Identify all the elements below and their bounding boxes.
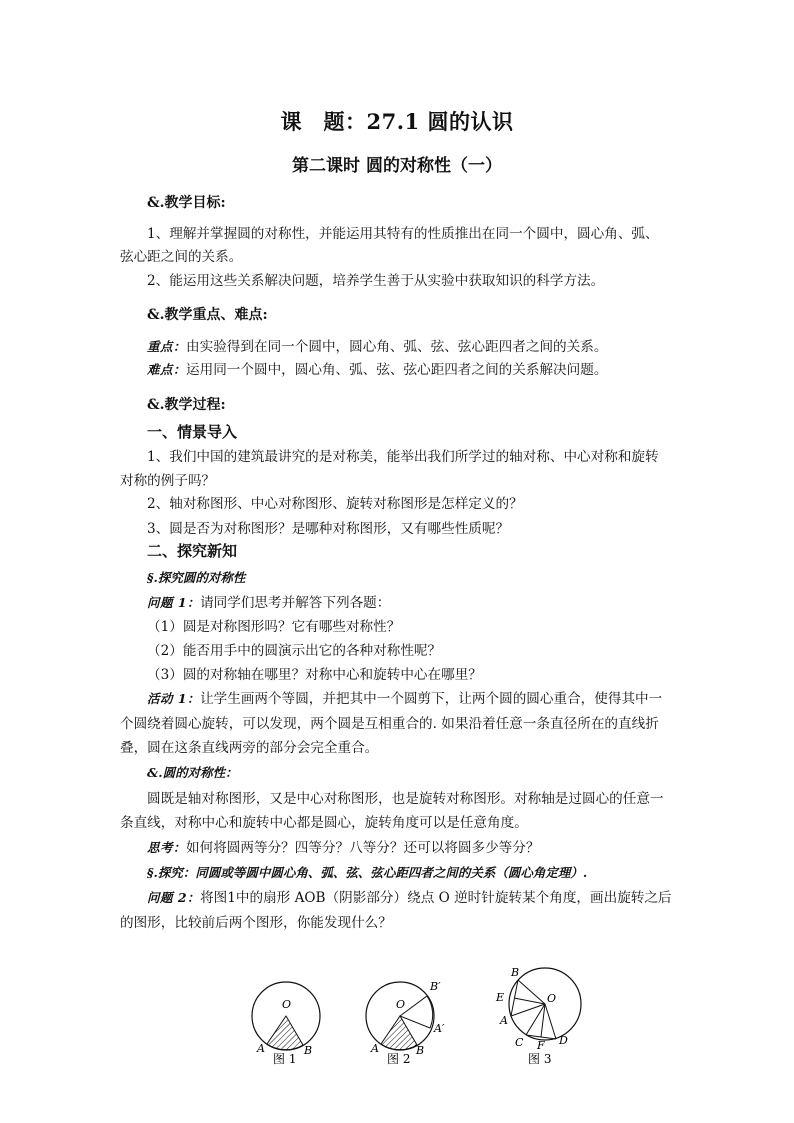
think-label: 思考： — [147, 840, 187, 855]
page-title: 课 题：27.1 圆的认识 — [280, 109, 514, 134]
figure-2-label-b: B — [416, 1044, 425, 1057]
goal-item-1: 1、理解并掌握圆的对称性，并能运用其特有的性质推出在同一个圆中，圆心角、弧、 — [147, 226, 659, 242]
explore-heading: §.探究圆的对称性 — [147, 570, 246, 585]
figure-3-label-d: D — [559, 1034, 568, 1047]
figure-1-label-a: A — [257, 1042, 265, 1055]
explore-2-heading: §.探究：同圆或等圆中圆心角、弧、弦、弦心距四者之间的关系（圆心角定理）. — [147, 865, 588, 880]
figure-2-label-a-prime: A′ — [434, 1022, 445, 1035]
figure-1-label-o: O — [282, 998, 292, 1011]
page-subtitle: 第二课时 圆的对称性（一） — [292, 156, 502, 176]
figure-3-radius-ob — [518, 980, 545, 1004]
question-1-cont: 对称的例子吗？ — [120, 473, 216, 489]
process-heading: &.教学过程: — [147, 397, 226, 413]
figure-3-label-f: F — [537, 1039, 545, 1052]
key-label: 重点： — [147, 339, 187, 354]
figure-3-radius-oa — [511, 1004, 545, 1016]
activity-1-text: 让学生画两个等圆，并把其中一个圆剪下，让两个圆的圆心重合，使得其中一 — [200, 691, 663, 707]
figure-3-label-c: C — [515, 1036, 524, 1049]
figure-3-label-b: B — [511, 966, 520, 979]
figure-1-caption: 图 1 — [273, 1052, 297, 1066]
goal-item-2: 2、能运用这些关系解决问题，培养学生善于从实验中获取知识的科学方法。 — [147, 273, 605, 289]
figure-3-segment-oe — [514, 998, 545, 1004]
symmetry-text: 圆既是轴对称图形，又是中心对称图形，也是旋转对称图形。对称轴是过圆心的任意一 — [147, 791, 664, 807]
problem-1 — [147, 593, 680, 613]
question-2: 2、轴对称图形、中心对称图形、旋转对称图形是怎样定义的？ — [147, 496, 523, 512]
section-heading-2: 二、探究新知 — [147, 542, 238, 560]
problem-1-c: （3）圆的对称轴在哪里？对称中心和旋转中心在哪里？ — [147, 667, 482, 683]
figure-3-label-e: E — [496, 991, 505, 1004]
figure-3-radius-od — [545, 1004, 556, 1039]
figure-3-label-o: O — [547, 992, 557, 1005]
activity-1-cont-1: 个圆绕着圆心旋转，可以发现，两个圆是互相重合的. 如果沿着任意一条直径所在的直线折 — [120, 716, 659, 732]
problem-1-text: 请同学们思考并解答下列各题： — [200, 595, 391, 611]
problem-2-text: 将图1中的扇形 AOB（阴影部分）绕点 O 逆时针旋转某个角度，画出旋转之后 — [200, 890, 672, 906]
question-3: 3、圆是否为对称图形？是哪种对称图形，又有哪些性质呢？ — [147, 521, 510, 537]
difficult-point — [147, 360, 680, 380]
figure-1-sector — [267, 1016, 303, 1050]
figure-2-caption: 图 2 — [387, 1052, 411, 1066]
figure-1-label-b: B — [304, 1044, 313, 1057]
figure-3 — [495, 966, 581, 1066]
figure-3-caption: 图 3 — [528, 1052, 552, 1066]
think-question — [147, 838, 680, 858]
problem-1-a: （1）圆是对称图形吗？它有哪些对称性？ — [147, 619, 401, 635]
activity-1 — [147, 689, 680, 709]
figure-1 — [252, 982, 320, 1066]
keypoints-heading: &.教学重点、难点: — [147, 307, 268, 323]
activity-1-label: 活动 1： — [147, 691, 201, 706]
question-1: 1、我们中国的建筑最讲究的是对称美，能举出我们所学过的轴对称、中心对称和旋转 — [147, 449, 659, 465]
problem-2 — [147, 888, 680, 908]
problem-2-cont: 的图形，比较前后两个图形，你能发现什么？ — [120, 915, 392, 931]
figure-2-label-a: A — [371, 1042, 379, 1055]
problem-2-label: 问题 2： — [147, 890, 201, 905]
activity-1-cont-2: 叠，圆在这条直线两旁的部分会完全重合。 — [120, 740, 379, 756]
think-text: 如何将圆两等分？四等分？八等分？还可以将圆多少等分？ — [186, 840, 540, 856]
difficult-label: 难点： — [147, 362, 187, 377]
figure-2 — [366, 980, 445, 1066]
symmetry-heading: &.圆的对称性： — [147, 765, 238, 780]
problem-1-b: （2）能否用手中的圆演示出它的各种对称性呢？ — [147, 643, 442, 659]
goals-heading: &.教学目标: — [147, 195, 226, 211]
figure-2-label-o: O — [396, 998, 406, 1011]
section-heading-1: 一、情景导入 — [147, 423, 238, 441]
difficult-text: 运用同一个圆中，圆心角、弧、弦、弦心距四者之间的关系解决问题。 — [186, 362, 608, 378]
key-text: 由实验得到在同一个圆中，圆心角、弧、弦、弦心距四者之间的关系。 — [186, 339, 608, 355]
figures-diagram — [240, 960, 600, 1070]
problem-1-label: 问题 1： — [147, 595, 201, 610]
figure-2-label-b-prime: B′ — [430, 980, 441, 993]
goal-item-1-cont: 弦心距之间的关系。 — [120, 249, 243, 265]
key-point — [147, 337, 680, 357]
symmetry-text-cont: 条直线，对称中心和旋转中心都是圆心，旋转角度可以是任意角度。 — [120, 815, 528, 831]
figure-3-label-a: A — [500, 1014, 508, 1027]
